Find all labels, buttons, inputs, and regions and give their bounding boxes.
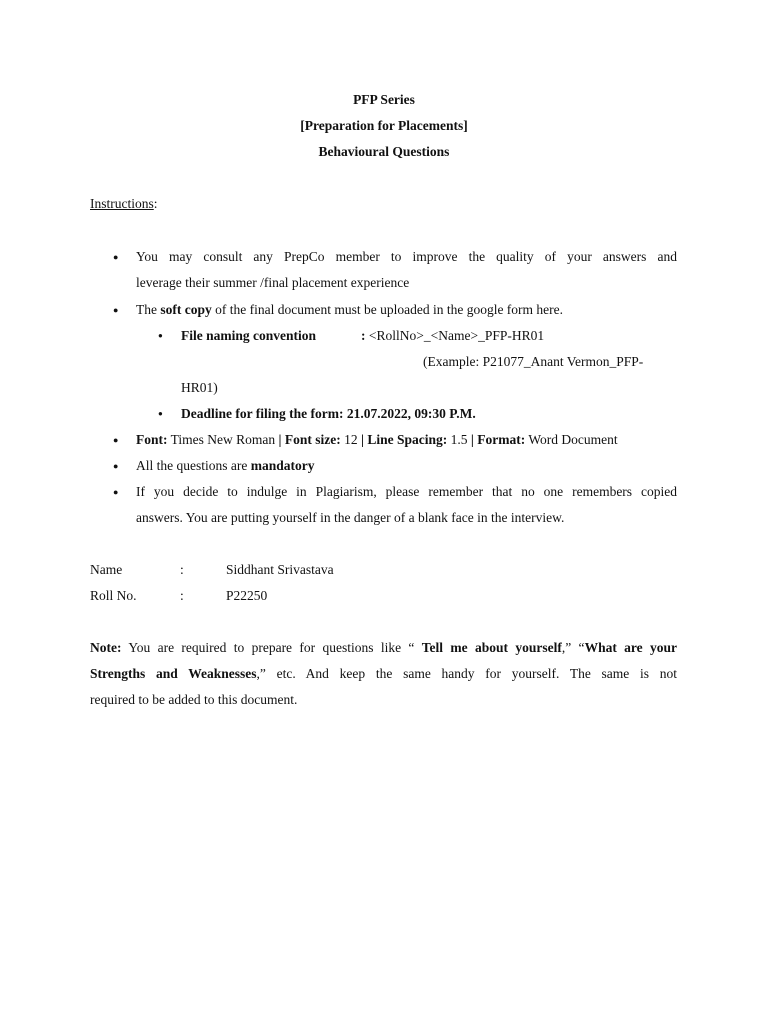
name-label: Name [90,562,123,577]
bullet-formatting: Font: Times New Roman | Font size: 12 | Line Spacing: 1.5 | Format: Word Document [136,432,618,447]
bullet-icon: ● [113,305,119,315]
sub-bullet-icon: ● [158,409,163,418]
series-subtitle: [Preparation for Placements] [300,118,468,133]
note-line3: required to be added to this document. [90,692,298,707]
file-naming-value: : <RollNo>_<Name>_PFP-HR01 [361,328,545,343]
note-line2: Strengths and Weaknesses,” etc. And keep the same handy for yourself. The same is not [90,666,677,681]
series-title: PFP Series [353,92,415,107]
sub-bullet-icon: ● [158,331,163,340]
file-naming-example-line1: (Example: P21077_Anant Vermon_PFP- [423,354,644,369]
instructions-heading: Instructions: [90,196,158,211]
file-naming-example-line2: HR01) [181,380,218,395]
bullet-soft-copy: The soft copy of the final document must be uploaded in the google form here. [136,302,564,317]
roll-colon: : [180,588,184,603]
document-title: Behavioural Questions [318,144,450,159]
name-value: Siddhant Srivastava [226,562,334,577]
bullet-consult-line2: leverage their summer /final placement experience [136,275,410,290]
bullet-plagiarism-line2: answers. You are putting yourself in the danger of a blank face in the interview. [136,510,565,525]
roll-label: Roll No. [90,588,137,603]
bullet-plagiarism-line1: If you decide to indulge in Plagiarism, please remember that no one remembers copied [136,484,677,499]
bullet-icon: ● [113,435,119,445]
deadline-text: Deadline for filing the form: 21.07.2022, 09:30 P.M. [181,406,476,421]
file-naming-label: File naming convention [181,328,317,343]
bullet-icon: ● [113,252,119,262]
bullet-mandatory: All the questions are mandatory [136,458,315,473]
bullet-consult-line1: You may consult any PrepCo member to improve the quality of your answers and [136,249,677,264]
bullet-icon: ● [113,487,119,497]
note-line1: Note: You are required to prepare for questions like “ Tell me about yourself,” “What are your [90,640,678,655]
name-colon: : [180,562,184,577]
roll-value: P22250 [226,588,268,603]
bullet-icon: ● [113,461,119,471]
